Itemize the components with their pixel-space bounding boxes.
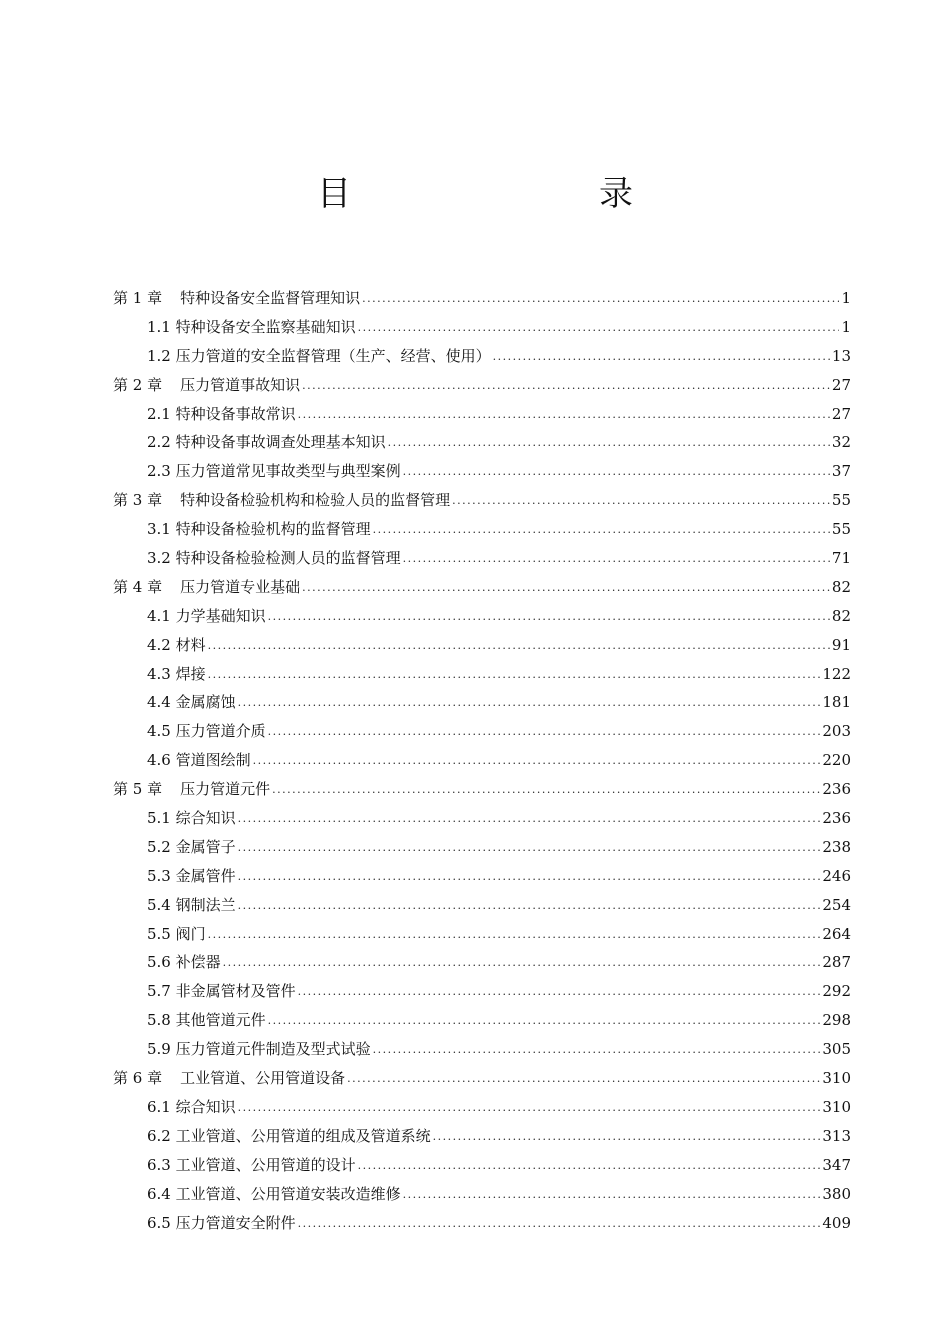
entry-title: 4.5 压力管道介质 xyxy=(147,722,266,741)
page-number: 254 xyxy=(822,895,851,914)
entry-title: 压力管道元件 xyxy=(180,780,271,799)
dot-leader xyxy=(223,949,821,978)
entry-title: 2.2 特种设备事故调查处理基本知识 xyxy=(147,433,386,452)
toc-section-entry[interactable] xyxy=(113,717,851,746)
page-number: 82 xyxy=(831,606,851,625)
dot-leader xyxy=(493,343,830,372)
entry-title: 特种设备检验机构和检验人员的监督管理 xyxy=(180,491,451,510)
page-number: 55 xyxy=(831,520,851,539)
page-number: 203 xyxy=(822,722,851,741)
dot-leader xyxy=(238,834,821,863)
dot-leader xyxy=(208,921,821,950)
entry-title: 3.1 特种设备检验机构的监督管理 xyxy=(147,520,371,539)
dot-leader xyxy=(272,776,820,805)
dot-leader xyxy=(238,892,821,921)
entry-title: 1.2 压力管道的安全监督管理（生产、经营、使用） xyxy=(147,346,491,365)
toc-section-entry[interactable] xyxy=(113,602,851,631)
page-number: 264 xyxy=(822,924,851,943)
dot-leader xyxy=(268,1007,821,1036)
dot-leader xyxy=(298,978,821,1007)
entry-title: 6.1 综合知识 xyxy=(147,1097,236,1116)
toc-section-entry[interactable] xyxy=(113,833,851,862)
toc-section-entry[interactable] xyxy=(113,1122,851,1151)
page-number: 310 xyxy=(822,1069,851,1088)
page-number: 32 xyxy=(831,433,851,452)
entry-title: 特种设备安全监督管理知识 xyxy=(180,289,361,307)
toc-section-entry[interactable] xyxy=(113,342,851,371)
toc-section-entry[interactable] xyxy=(113,804,851,833)
chapter-number: 第 2 章 xyxy=(113,375,163,394)
entry-title: 压力管道专业基础 xyxy=(180,577,301,596)
page-number: 27 xyxy=(831,375,851,394)
toc-section-entry[interactable] xyxy=(113,746,851,775)
entry-title: 1.1 特种设备安全监察基础知识 xyxy=(147,317,356,336)
dot-leader xyxy=(452,487,830,516)
chapter-number: 第 3 章 xyxy=(113,491,163,510)
dot-leader xyxy=(298,401,830,430)
entry-title: 压力管道事故知识 xyxy=(180,375,301,394)
dot-leader xyxy=(358,1152,821,1181)
toc-section-entry[interactable] xyxy=(113,544,851,573)
dot-leader xyxy=(373,516,830,545)
dot-leader xyxy=(388,429,830,458)
toc-section-entry[interactable] xyxy=(113,400,851,429)
entry-title: 5.8 其他管道元件 xyxy=(147,1011,266,1030)
dot-leader xyxy=(373,1036,821,1065)
page-number: 310 xyxy=(822,1097,851,1116)
dot-leader xyxy=(238,805,821,834)
page-number: 305 xyxy=(822,1040,851,1059)
toc-section-entry[interactable] xyxy=(113,631,851,660)
dot-leader xyxy=(298,1210,821,1239)
entry-title: 5.7 非金属管材及管件 xyxy=(147,982,296,1001)
dot-leader xyxy=(268,603,830,632)
dot-leader xyxy=(433,1123,821,1152)
page-number: 287 xyxy=(822,953,851,972)
page-number: 313 xyxy=(822,1126,851,1145)
toc-chapter-entry[interactable] xyxy=(113,1064,851,1093)
page-number: 238 xyxy=(822,837,851,856)
entry-title: 6.5 压力管道安全附件 xyxy=(147,1213,296,1232)
toc-section-entry[interactable] xyxy=(113,457,851,486)
page-number: 91 xyxy=(831,635,851,654)
toc-chapter-entry[interactable] xyxy=(113,775,851,804)
chapter-number: 第 1 章 xyxy=(113,289,163,307)
entry-title: 5.5 阀门 xyxy=(147,924,206,943)
dot-leader xyxy=(403,458,830,487)
toc-section-entry[interactable] xyxy=(113,1006,851,1035)
entry-title: 6.4 工业管道、公用管道安装改造维修 xyxy=(147,1184,401,1203)
dot-leader xyxy=(302,574,830,603)
page-number: 236 xyxy=(822,780,851,799)
page-number: 122 xyxy=(822,664,851,683)
dot-leader xyxy=(208,661,821,690)
entry-title: 4.4 金属腐蚀 xyxy=(147,693,236,712)
page-number: 298 xyxy=(822,1011,851,1030)
toc-chapter-entry[interactable] xyxy=(113,284,851,313)
toc-section-entry[interactable] xyxy=(113,977,851,1006)
page-number: 1 xyxy=(841,289,851,307)
toc-section-entry[interactable] xyxy=(113,428,851,457)
toc-chapter-entry[interactable] xyxy=(113,573,851,602)
toc-section-entry[interactable] xyxy=(113,1180,851,1209)
table-of-contents xyxy=(113,284,851,1237)
page-number: 71 xyxy=(831,549,851,568)
entry-title: 5.6 补偿器 xyxy=(147,953,221,972)
entry-title: 2.1 特种设备事故常识 xyxy=(147,404,296,423)
dot-leader xyxy=(403,545,830,574)
page-number: 236 xyxy=(822,809,851,828)
page-number: 181 xyxy=(822,693,851,712)
entry-title: 2.3 压力管道常见事故类型与典型案例 xyxy=(147,462,401,481)
entry-title: 5.9 压力管道元件制造及型式试验 xyxy=(147,1040,371,1059)
page-number: 1 xyxy=(841,317,851,336)
chapter-number: 第 5 章 xyxy=(113,780,163,799)
toc-section-entry[interactable] xyxy=(113,1151,851,1180)
page-number: 55 xyxy=(831,491,851,510)
entry-title: 4.2 材料 xyxy=(147,635,206,654)
page-number: 409 xyxy=(822,1213,851,1232)
toc-section-entry[interactable] xyxy=(113,515,851,544)
entry-title: 4.6 管道图绘制 xyxy=(147,751,251,770)
entry-title: 4.1 力学基础知识 xyxy=(147,606,266,625)
toc-section-entry[interactable] xyxy=(113,948,851,977)
entry-title: 4.3 焊接 xyxy=(147,664,206,683)
toc-section-entry[interactable] xyxy=(113,891,851,920)
chapter-number: 第 6 章 xyxy=(113,1069,163,1088)
dot-leader xyxy=(403,1181,821,1210)
page-number: 27 xyxy=(831,404,851,423)
dot-leader xyxy=(238,1094,821,1123)
page-number: 37 xyxy=(831,462,851,481)
toc-section-entry[interactable] xyxy=(113,660,851,689)
toc-section-entry[interactable] xyxy=(113,862,851,891)
entry-title: 工业管道、公用管道设备 xyxy=(180,1069,346,1088)
entry-title: 5.3 金属管件 xyxy=(147,866,236,885)
toc-section-entry[interactable] xyxy=(113,1209,851,1238)
toc-section-entry[interactable] xyxy=(113,920,851,949)
dot-leader xyxy=(268,718,821,747)
dot-leader xyxy=(362,285,839,314)
entry-title: 5.1 综合知识 xyxy=(147,809,236,828)
page-number: 292 xyxy=(822,982,851,1001)
entry-title: 5.2 金属管子 xyxy=(147,837,236,856)
entry-title: 5.4 钢制法兰 xyxy=(147,895,236,914)
toc-chapter-entry[interactable] xyxy=(113,371,851,400)
dot-leader xyxy=(302,372,830,401)
entry-title: 6.2 工业管道、公用管道的组成及管道系统 xyxy=(147,1126,431,1145)
dot-leader xyxy=(238,689,821,718)
page-number: 220 xyxy=(822,751,851,770)
toc-section-entry[interactable] xyxy=(113,1093,851,1122)
toc-section-entry[interactable] xyxy=(113,688,851,717)
toc-section-entry[interactable] xyxy=(113,313,851,342)
dot-leader xyxy=(253,747,821,776)
page-title: 目 录 xyxy=(317,174,693,214)
entry-title: 3.2 特种设备检验检测人员的监督管理 xyxy=(147,549,401,568)
toc-section-entry[interactable] xyxy=(113,1035,851,1064)
dot-leader xyxy=(238,863,821,892)
page-number: 82 xyxy=(831,577,851,596)
entry-title: 6.3 工业管道、公用管道的设计 xyxy=(147,1155,356,1174)
dot-leader xyxy=(358,314,840,343)
page-number: 246 xyxy=(822,866,851,885)
page-number: 380 xyxy=(822,1184,851,1203)
dot-leader xyxy=(208,632,830,661)
chapter-number: 第 4 章 xyxy=(113,577,163,596)
dot-leader xyxy=(347,1065,820,1094)
page-number: 347 xyxy=(822,1155,851,1174)
page-number: 13 xyxy=(831,346,851,365)
toc-chapter-entry[interactable] xyxy=(113,486,851,515)
